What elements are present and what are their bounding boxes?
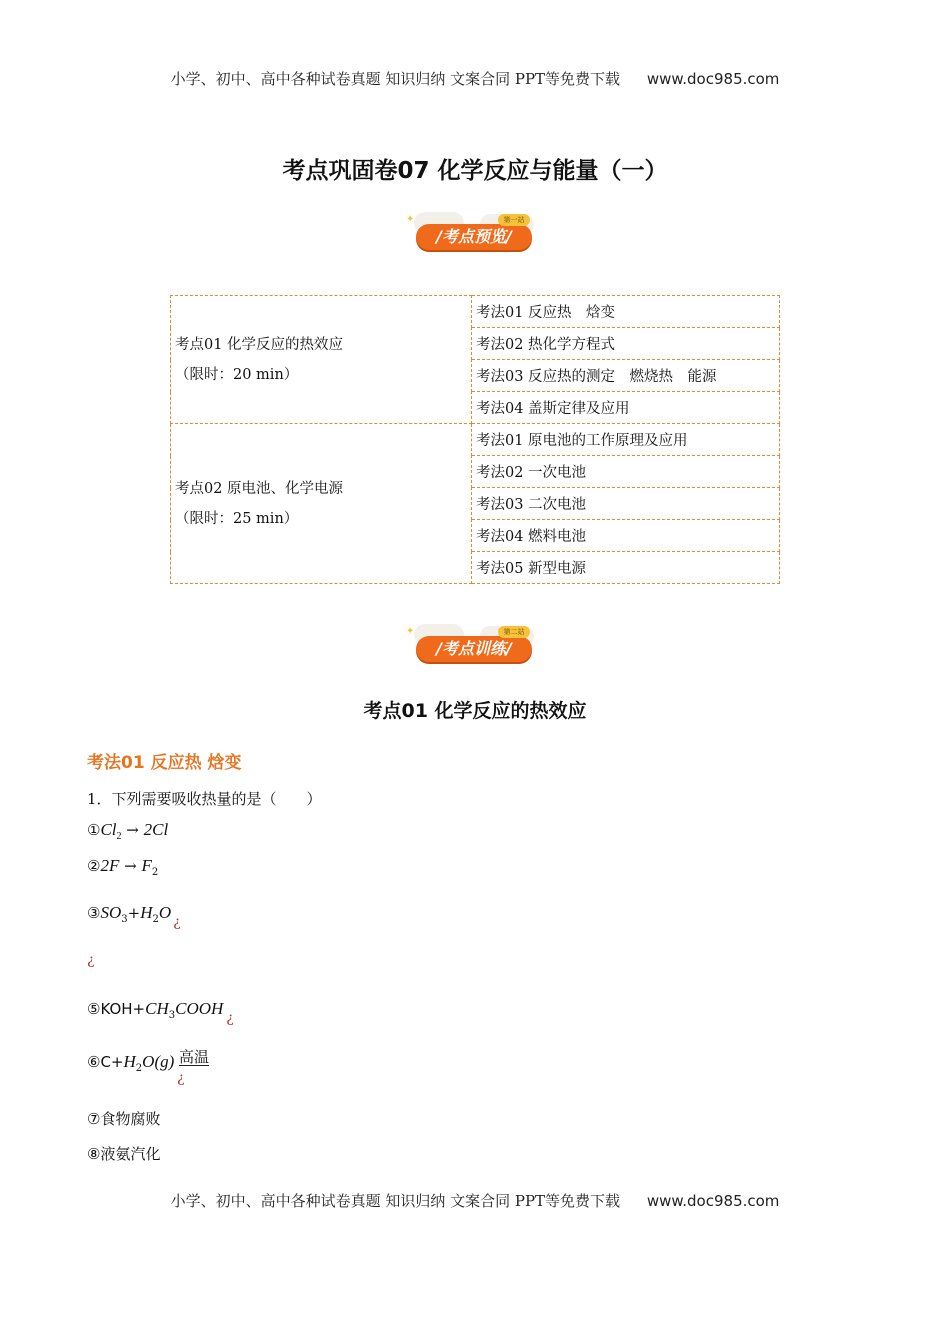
method-cell: 考法04 燃料电池 (472, 520, 780, 552)
star-icon: ✦ (406, 626, 415, 637)
outline-table (170, 295, 780, 584)
star-icon: ✦ (406, 214, 415, 225)
method-cell: 考法03 二次电池 (472, 488, 780, 520)
method-cell: 考法01 反应热 焓变 (472, 296, 780, 328)
method-cell: 考法03 反应热的测定 燃烧热 能源 (472, 360, 780, 392)
training-badge-label: /考点训练/ (416, 636, 532, 662)
question-item-3: $③SO_3+H_2O$ ¿ (87, 903, 181, 930)
header-text: 小学、初中、高中各种试卷真题 知识归纳 文案合同 PPT等免费下载 (170, 70, 621, 88)
method-title: 考法01 反应热 焓变 (87, 753, 242, 773)
question-stem: 1．下列需要吸收热量的是（ ） (87, 790, 322, 808)
method-cell: 考法05 新型电源 (472, 552, 780, 584)
preview-badge-label: /考点预览/ (416, 224, 532, 250)
topic-1-name: 考点01 化学反应的热效应 (175, 336, 344, 353)
page-title: 考点巩固卷07 化学反应与能量（一） (282, 158, 668, 184)
footer-site-link[interactable]: www.doc985.com (646, 1192, 780, 1210)
training-badge (406, 624, 540, 668)
header-site-link[interactable]: www.doc985.com (646, 70, 780, 88)
section-title: 考点01 化学反应的热效应 (363, 700, 587, 722)
question-item-4: ¿ (87, 952, 95, 968)
method-cell: 考法04 盖斯定律及应用 (472, 392, 780, 424)
footer-text: 小学、初中、高中各种试卷真题 知识归纳 文案合同 PPT等免费下载 (170, 1192, 621, 1210)
topic-2-time: （限时：25 min） (175, 510, 299, 527)
page-header (0, 68, 950, 89)
reaction-condition: 高温 (179, 1048, 210, 1066)
method-cell: 考法02 一次电池 (472, 456, 780, 488)
topic-1-time: （限时：20 min） (175, 366, 299, 383)
preview-badge-tag: 第一站 (498, 214, 530, 226)
topic-cell-2 (171, 424, 472, 584)
training-badge-tag: 第二站 (498, 626, 530, 638)
question-item-2: ②2F → $F_2$ (87, 856, 159, 878)
question-item-7: ⑦食物腐败 (87, 1110, 161, 1128)
question-item-1: $①Cl_2 \to 2Cl$ (87, 820, 169, 842)
question-item-8: ⑧液氨汽化 (87, 1145, 161, 1163)
topic-2-name: 考点02 原电池、化学电源 (175, 480, 344, 497)
method-cell: 考法02 热化学方程式 (472, 328, 780, 360)
page-footer (0, 1190, 950, 1211)
method-cell: 考法01 原电池的工作原理及应用 (472, 424, 780, 456)
topic-cell-1 (171, 296, 472, 424)
preview-badge (406, 212, 540, 256)
question-item-5: $⑤KOH+CH_3COOH$ ¿ (87, 999, 234, 1026)
question-item-6: $⑥C+H_2O(g)$ 高温 ¿ (87, 1048, 210, 1086)
